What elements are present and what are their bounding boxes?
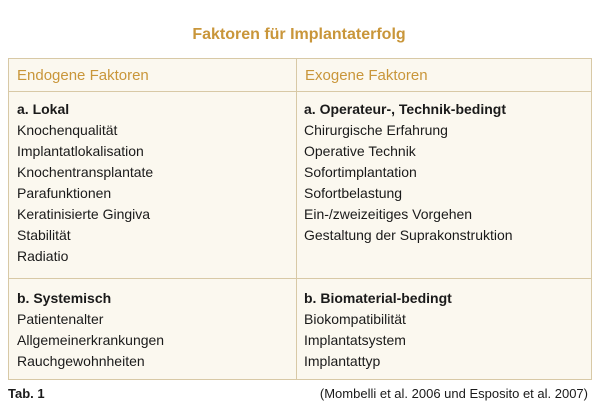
cell-exogen-operateur [304,99,584,246]
header-divider [9,91,591,92]
list-item: Stabilität [17,227,71,243]
column-header-endogen: Endogene Faktoren [17,66,149,84]
list-item: Gestaltung der Suprakonstruktion [304,227,513,243]
factor-list [17,309,289,372]
column-header-exogen: Exogene Faktoren [296,59,592,91]
list-item: Knochentransplantate [17,164,154,180]
factor-list [304,309,584,372]
list-item: Allgemeinerkrankungen [17,332,165,348]
list-item: Radiatio [17,248,69,264]
list-item: Biokompatibilität [304,311,406,327]
cell-endogen-systemisch [17,288,289,372]
list-item: Knochenqualität [17,122,118,138]
cell-endogen-lokal [17,99,289,267]
cell-exogen-biomaterial [304,288,584,372]
list-item: Keratinisierte Gingiva [17,206,151,222]
list-item: Sofortbelastung [304,185,403,201]
table-title: Faktoren für Implantaterfolg [192,26,406,43]
cell-heading: b. Systemisch [17,290,112,306]
list-item: Parafunktionen [17,185,112,201]
factor-list [304,120,584,246]
list-item: Sofortimplantation [304,164,417,180]
list-item: Ein-/zweizeitiges Vorgehen [304,206,473,222]
list-item: Implantatlokalisation [17,143,144,159]
list-item: Operative Technik [304,143,416,159]
table-source: (Mombelli et al. 2006 und Esposito et al. 2007) [319,386,588,401]
list-item: Implantatsystem [304,332,406,348]
list-item: Patientenalter [17,311,104,327]
list-item: Rauchgewohnheiten [17,353,145,369]
column-divider [296,59,297,379]
row-divider [9,278,591,279]
cell-heading: b. Biomaterial-bedingt [304,290,452,306]
factor-list [17,120,289,267]
cell-heading: a. Lokal [17,101,70,117]
factors-table [8,58,592,380]
table-caption: Tab. 1 [8,386,45,401]
list-item: Chirurgische Erfahrung [304,122,448,138]
list-item: Implantattyp [304,353,381,369]
cell-heading: a. Operateur-, Technik-bedingt [304,101,506,117]
